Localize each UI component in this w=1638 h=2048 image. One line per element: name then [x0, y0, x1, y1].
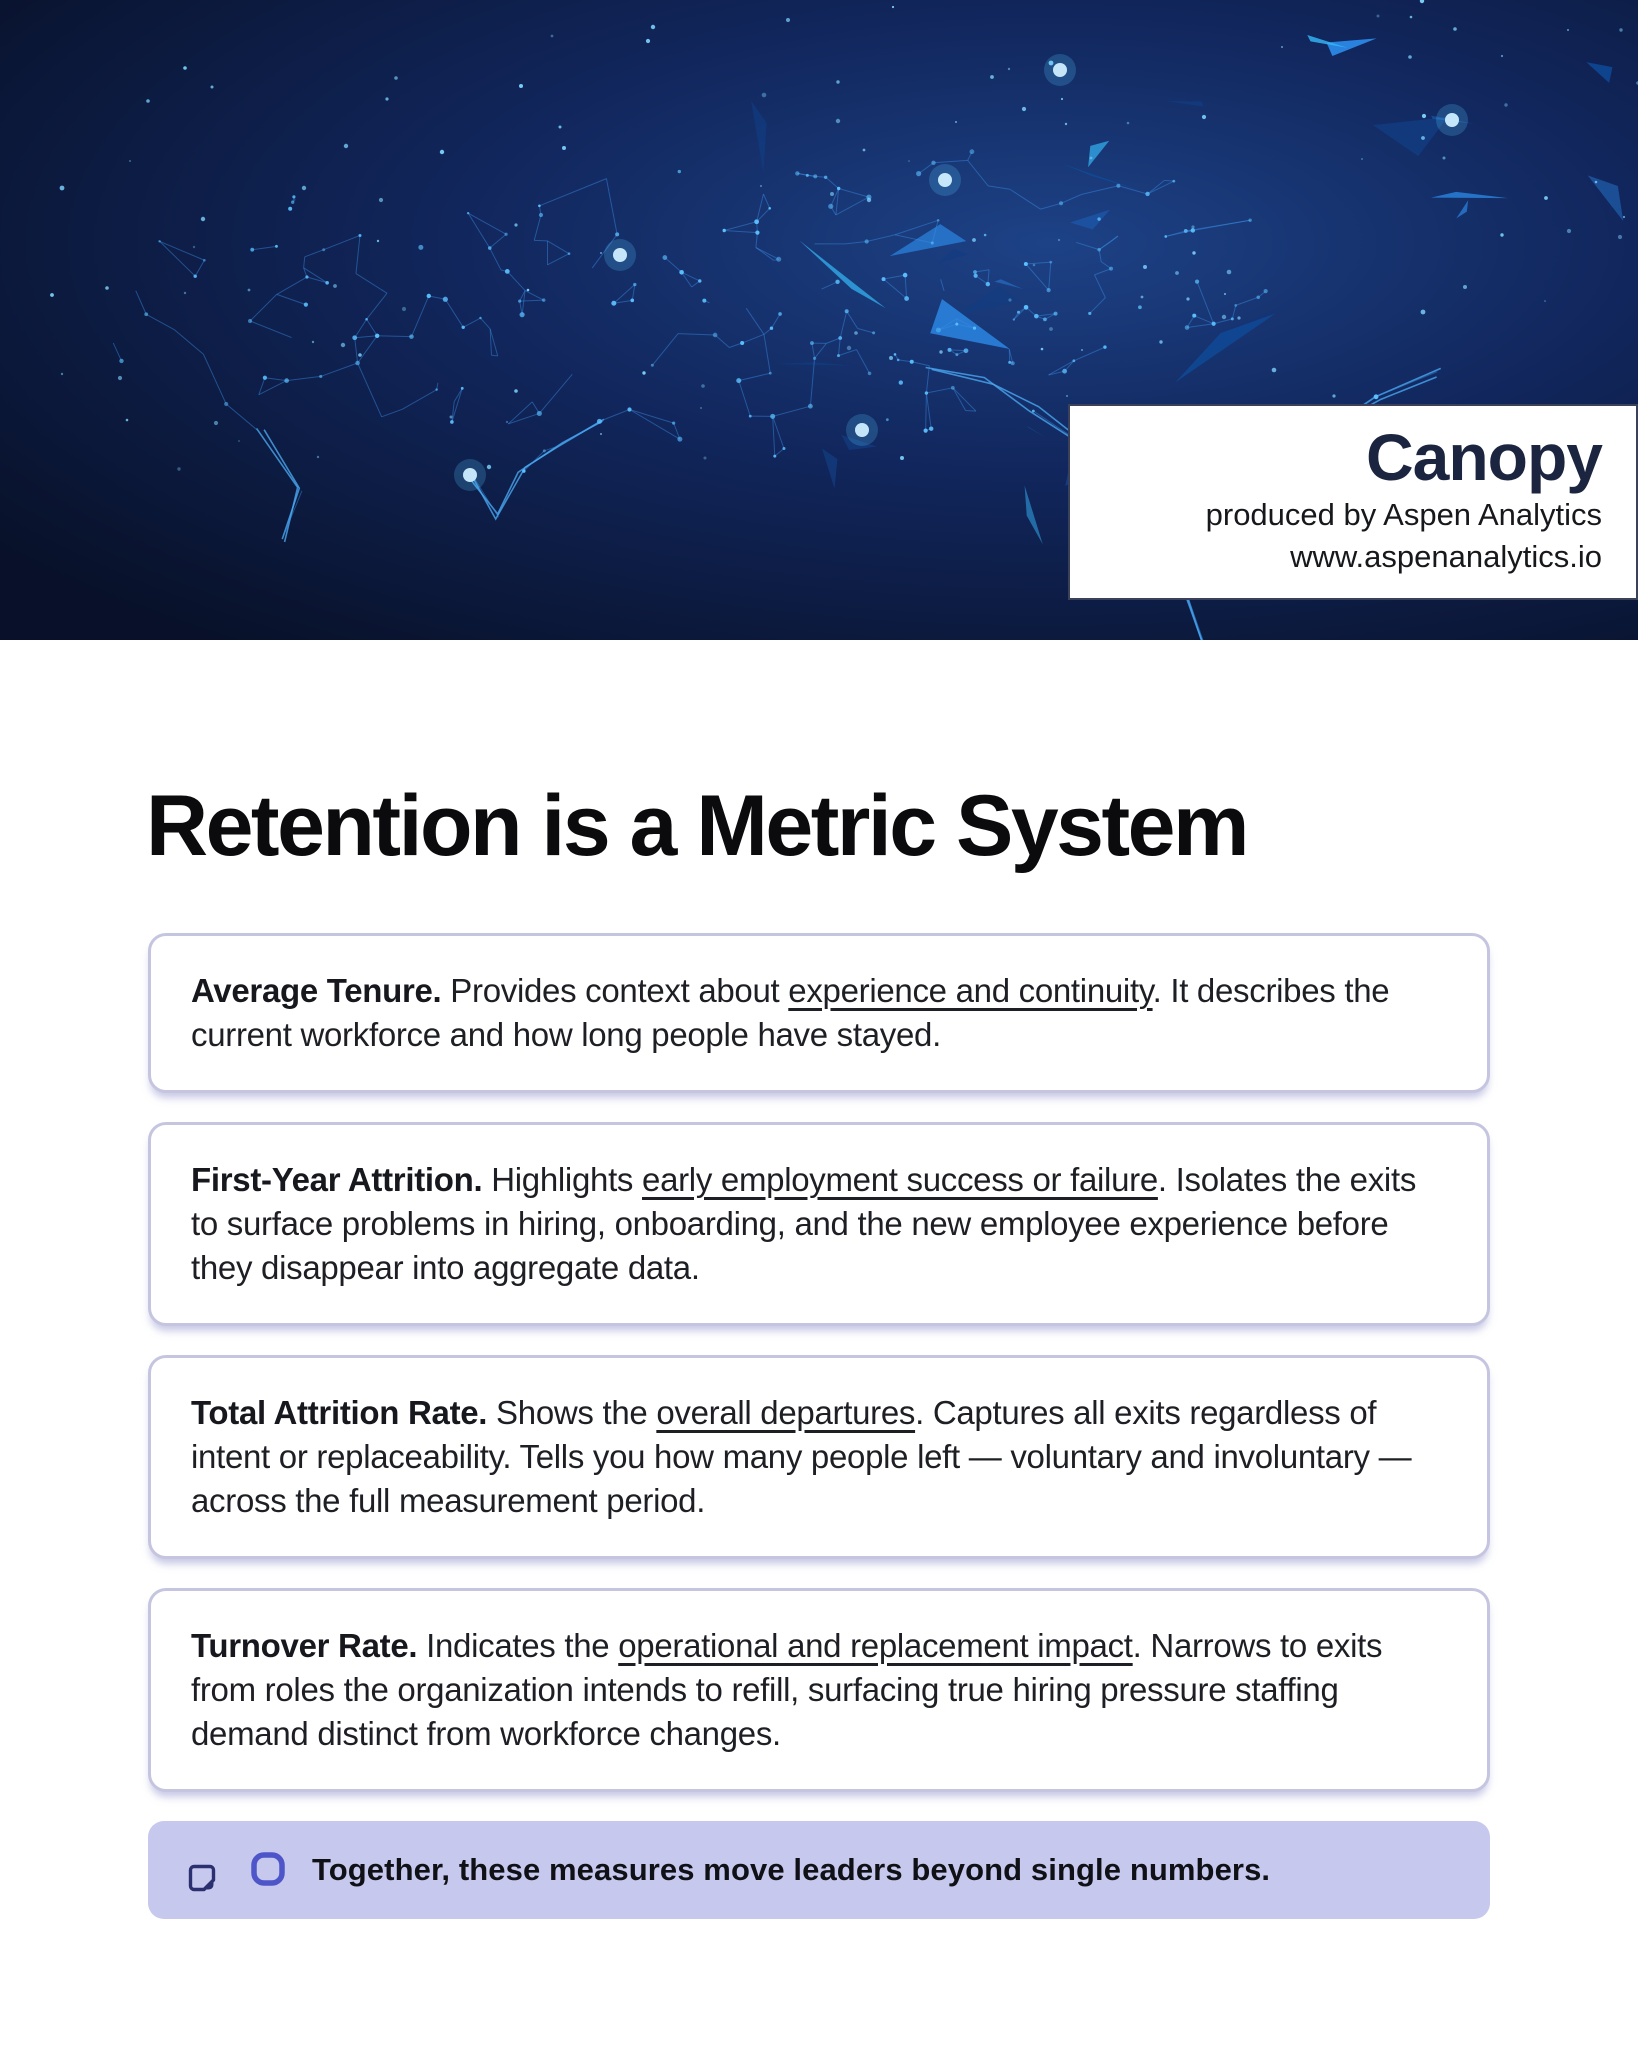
brand-website-link[interactable]: www.aspenanalytics.io — [1290, 539, 1602, 574]
metric-card — [148, 1588, 1490, 1792]
page-title: Retention is a Metric System — [146, 778, 1247, 874]
metric-card-text: First-Year Attrition. Highlights early employment success or failure. Isolates the exits to surface problems in hiring, onboarding, and the new employee experience before they disappear into aggregate data. — [191, 1161, 1417, 1286]
metric-cards — [148, 933, 1490, 1919]
metric-card — [148, 1355, 1490, 1559]
brand-title: Canopy — [1365, 420, 1602, 494]
header-image — [0, 0, 1638, 640]
metric-card-text: Average Tenure. Provides context about experience and continuity. It describes the current workforce and how long people have stayed. — [191, 972, 1390, 1053]
rounded-square-icon — [250, 1851, 286, 1887]
note-icon — [186, 1862, 218, 1894]
metric-card — [148, 933, 1490, 1093]
brand-card — [1068, 404, 1638, 600]
metric-card — [148, 1122, 1490, 1326]
metric-card-text: Turnover Rate. Indicates the operational and replacement impact. Narrows to exits from roles the organization intends to refill, surfacing true hiring pressure staffing demand distinct from workforce changes. — [191, 1627, 1383, 1752]
summary-text: Together, these measures move leaders beyond single numbers. — [312, 1852, 1271, 1887]
metric-card-text: Total Attrition Rate. Shows the overall departures. Captures all exits regardless of intent or replaceability. Tells you how many people left — voluntary and involuntary — across the full measurement period. — [191, 1394, 1412, 1519]
summary-note-bar — [148, 1821, 1490, 1919]
brand-producer: produced by Aspen Analytics — [1205, 497, 1602, 532]
